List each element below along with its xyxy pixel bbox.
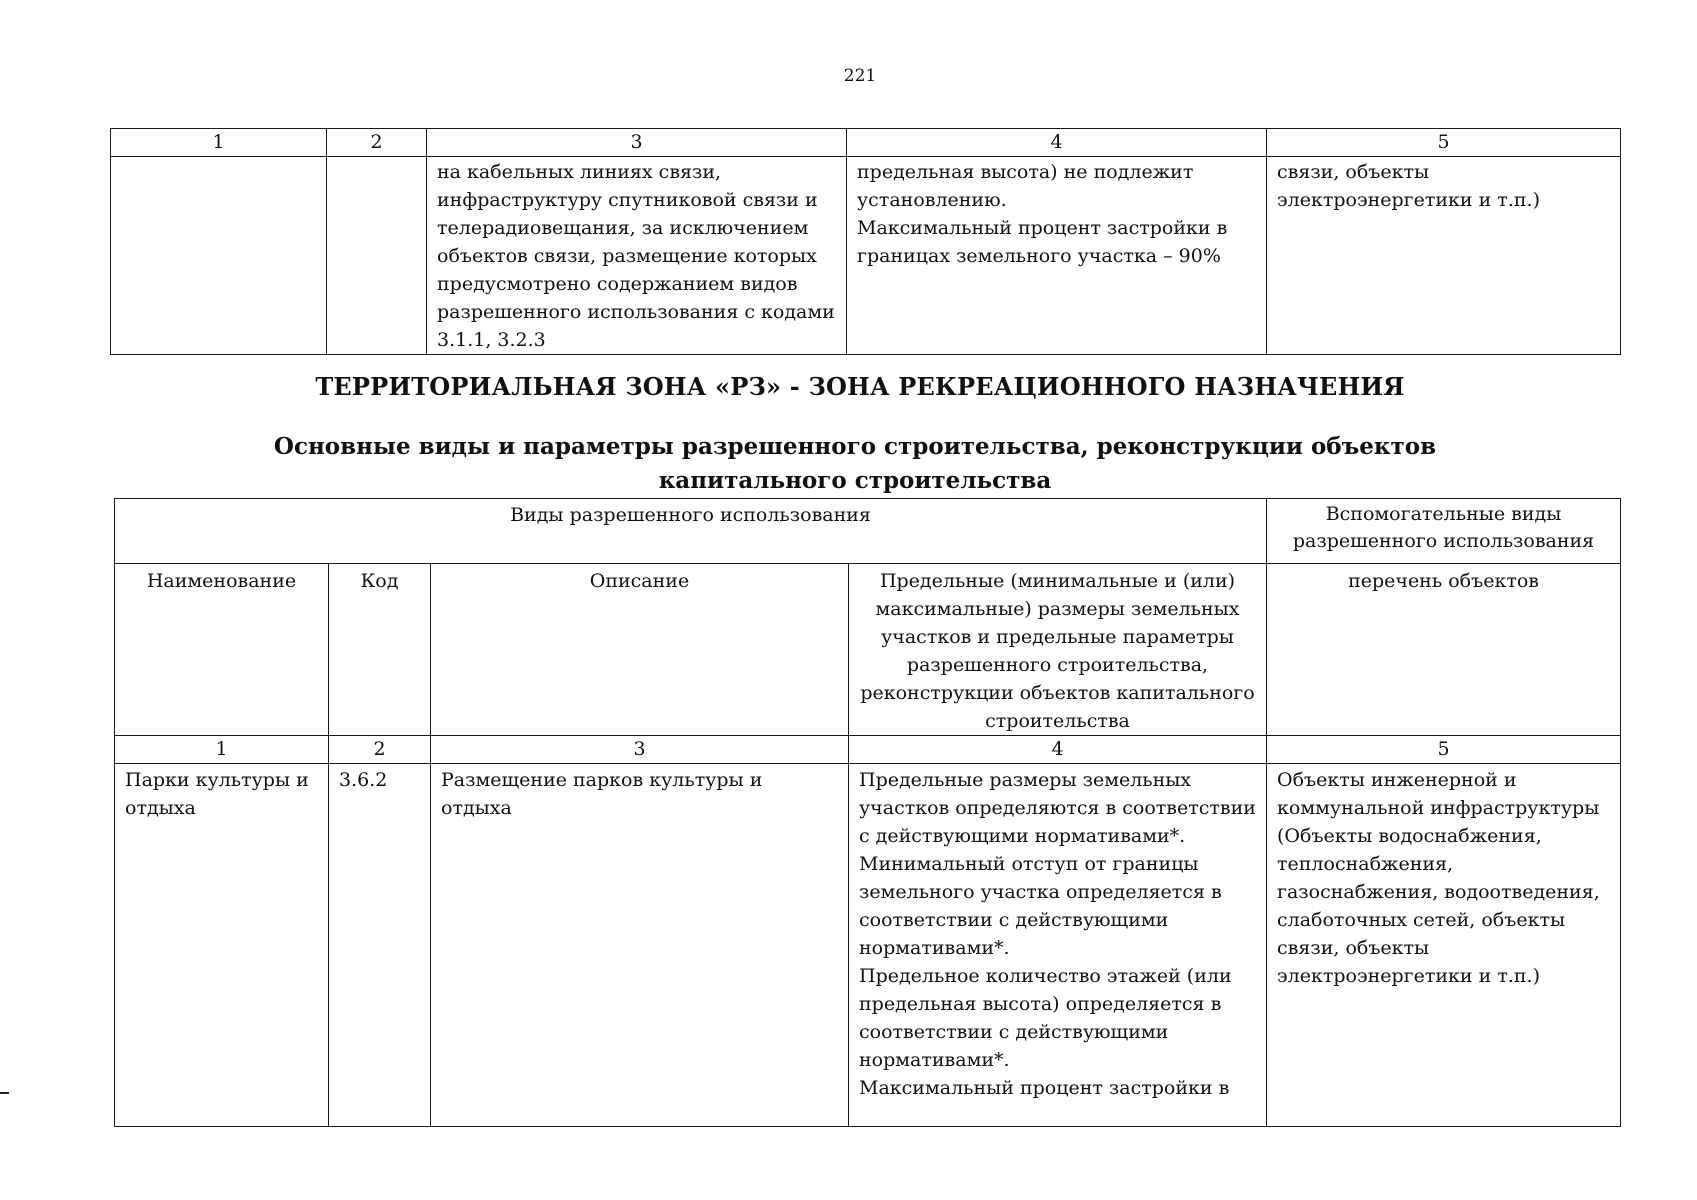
code-cell: 3.6.2	[329, 764, 431, 1127]
name-cell: Парки культуры и отдыха	[115, 764, 329, 1127]
column-number-row	[115, 736, 1621, 764]
aux-objects-cell: Объекты инженерной и коммунальной инфраструктуры (Объекты водоснабжения, теплоснабжения, газоснабжения, водоотведения, слаботочных сетей, объекты связи, объекты электроэнергетики и т.п.)	[1267, 764, 1621, 1127]
permitted-use-group-header: Виды разрешенного использования	[115, 499, 1267, 564]
column-number: 5	[1267, 736, 1621, 764]
continued-table	[110, 128, 1621, 355]
name-cell	[111, 157, 327, 355]
column-number: 2	[327, 129, 427, 157]
group-header-row	[115, 499, 1621, 564]
zone-title: ТЕРРИТОРИАЛЬНАЯ ЗОНА «РЗ» - ЗОНА РЕКРЕАЦИОННОГО НАЗНАЧЕНИЯ	[315, 372, 1405, 401]
limits-text: Предельные размеры земельных участков определяются в соответствии с действующими нормативами*. Минимальный отступ от границы земельного участка определяется в соответствии с действующими нормативами*. Предельное количество этажей (или предельная высота) определяется в соответствии с действующими нормативами*. Максимальный процент застройки в	[859, 769, 1256, 1099]
page-number: 221	[843, 66, 877, 86]
column-number: 3	[427, 129, 847, 157]
description-cell: на кабельных линиях связи, инфраструктуру спутниковой связи и телерадиовещания, за исключением объектов связи, размещение которых предусмотрено содержанием видов разрешенного использования с кодами 3.1.1, 3.2.3	[427, 157, 847, 355]
code-header: Код	[329, 564, 431, 736]
table-row	[111, 157, 1621, 355]
limits-cell	[849, 764, 1267, 1127]
column-number-row	[111, 129, 1621, 157]
description-cell: Размещение парков культуры и отдыха	[431, 764, 849, 1127]
column-number: 1	[115, 736, 329, 764]
column-number: 4	[847, 129, 1267, 157]
column-number: 4	[849, 736, 1267, 764]
column-number: 2	[329, 736, 431, 764]
column-number: 5	[1267, 129, 1621, 157]
limits-header: Предельные (минимальные и (или) максимальные) размеры земельных участков и предельные параметры разрешенного строительства, реконструкции объектов капитального строительства	[849, 564, 1267, 736]
code-cell	[327, 157, 427, 355]
aux-use-group-header: Вспомогательные виды разрешенного использования	[1267, 499, 1621, 564]
aux-list-header: перечень объектов	[1267, 564, 1621, 736]
column-number: 3	[431, 736, 849, 764]
name-header: Наименование	[115, 564, 329, 736]
limits-cell	[847, 157, 1267, 355]
main-table	[114, 498, 1621, 1127]
description-header: Описание	[431, 564, 849, 736]
section-subtitle: Основные виды и параметры разрешенного строительства, реконструкции объектов капитального строительства	[273, 433, 1437, 494]
table-row	[115, 764, 1621, 1127]
column-header-row	[115, 564, 1621, 736]
limits-text: предельная высота) не подлежит установлению. Максимальный процент застройки в границах земельного участка – 90%	[857, 161, 1228, 267]
aux-objects-cell: связи, объекты электроэнергетики и т.п.)	[1267, 157, 1621, 355]
column-number: 1	[111, 129, 327, 157]
margin-mark	[0, 1092, 9, 1094]
